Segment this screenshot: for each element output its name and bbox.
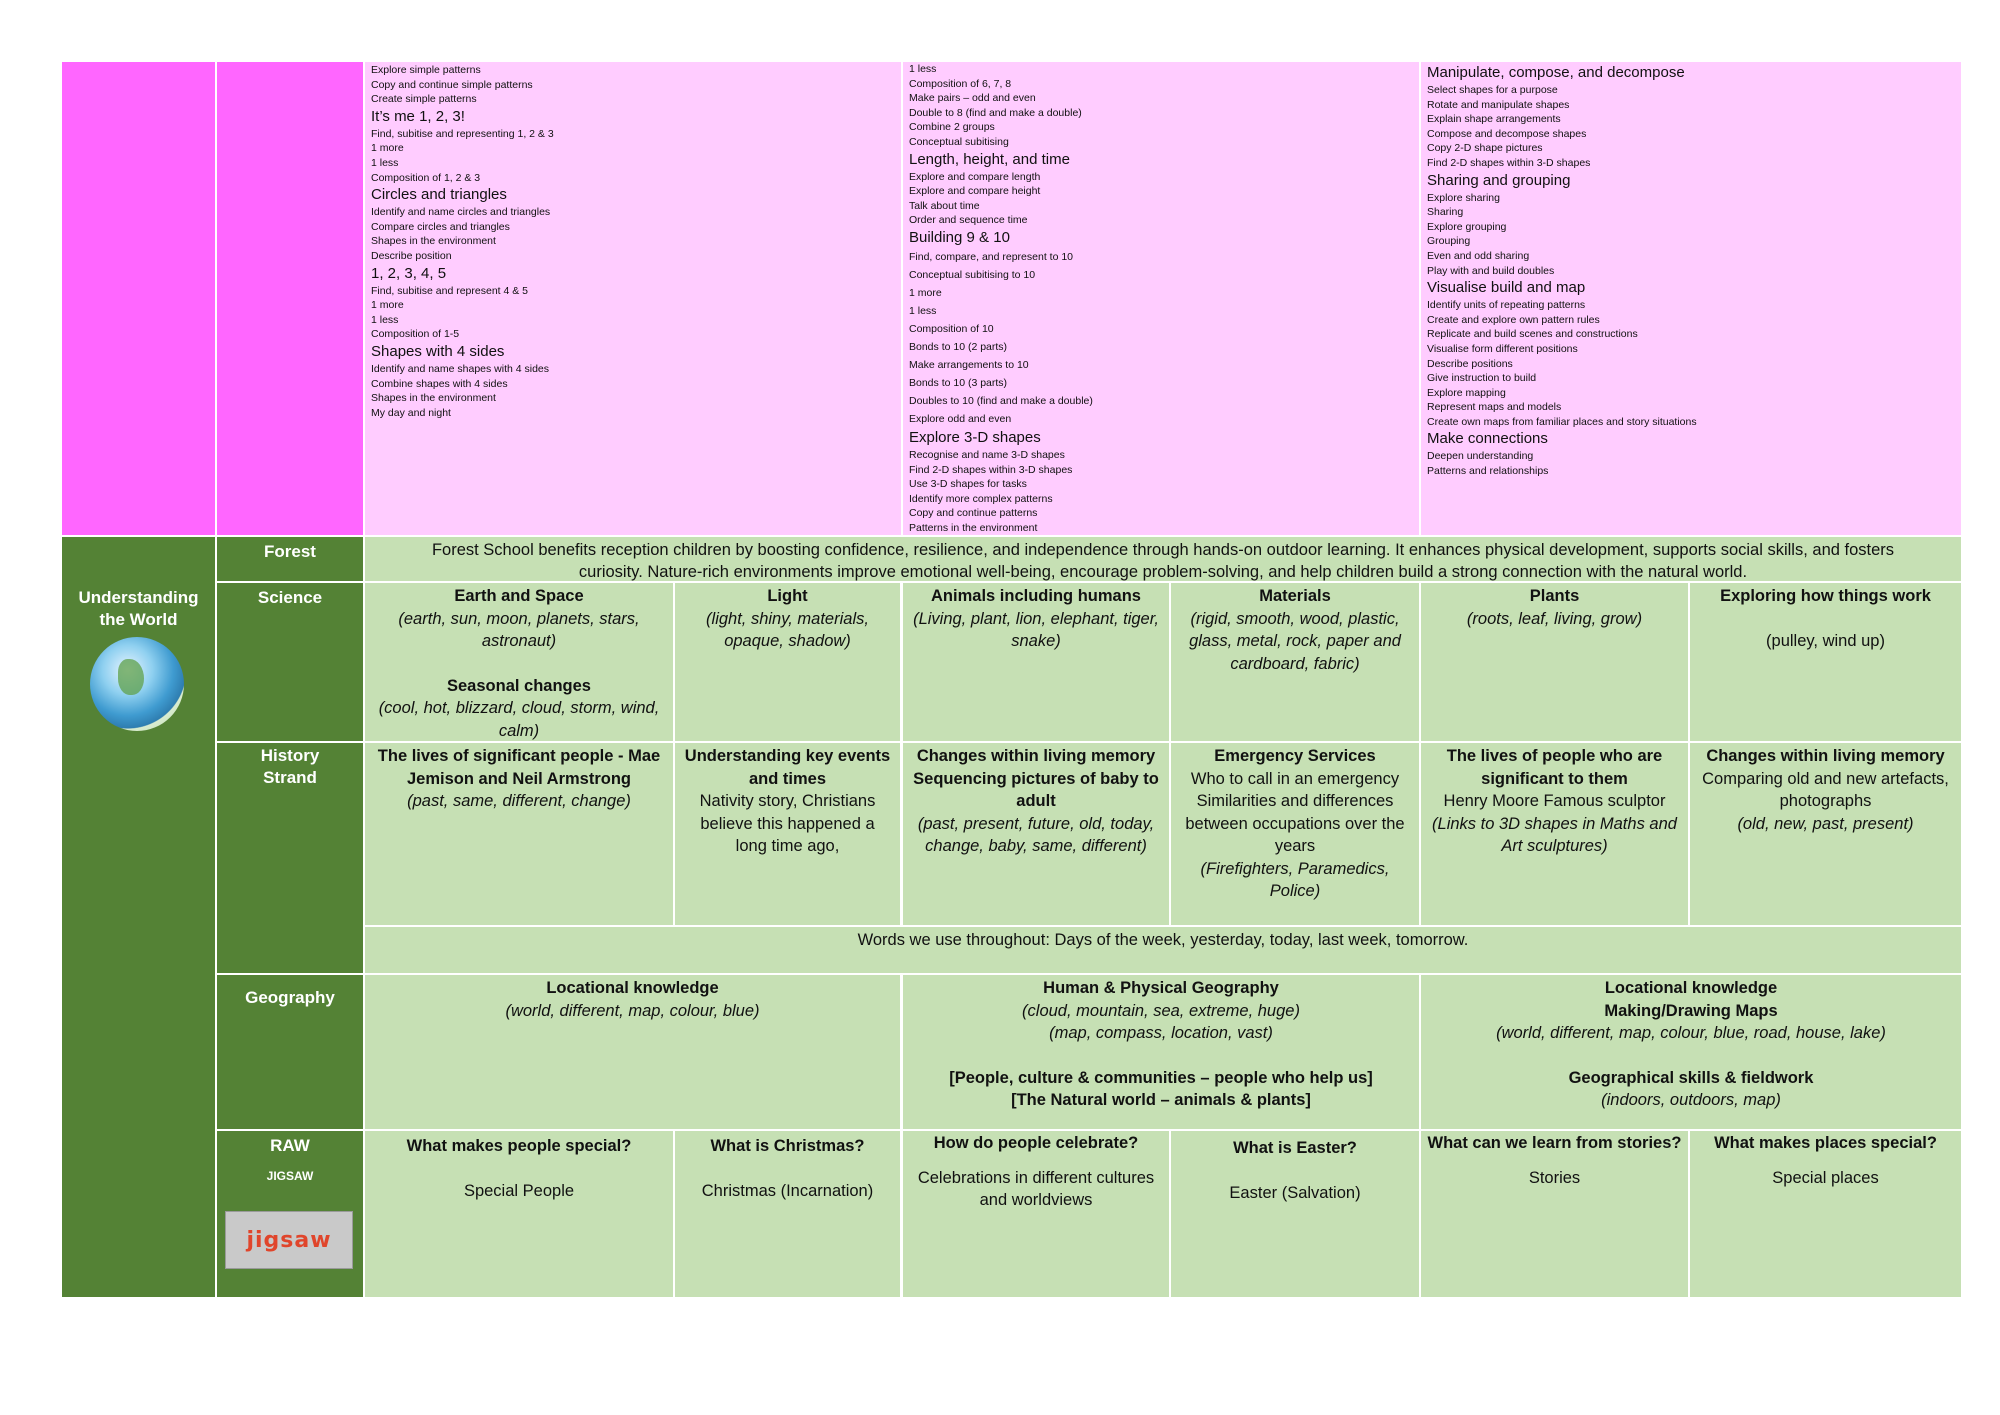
geography-topic-title-2: Making/Drawing Maps (1604, 1001, 1778, 1020)
uw-area-cell (62, 537, 215, 1297)
science-topic-title: Plants (1529, 587, 1580, 605)
maths-objective-item: Use 3-D shapes for tasks (909, 478, 1027, 491)
maths-objective-item: Shapes in the environment (371, 235, 496, 248)
maths-objective-item: Identify more complex patterns (909, 492, 1053, 505)
history-topic-text: Who to call in an emergency Similarities and differences between occupations over the years (1185, 769, 1405, 855)
science-label: Science (257, 588, 323, 607)
history-cell-6 (1690, 743, 1961, 925)
raw-answer: Special places (1772, 1168, 1879, 1187)
globe-icon (90, 637, 184, 731)
history-topic-text: Comparing old and new artefacts, photographs (1702, 769, 1949, 810)
maths-objective-item: Bonds to 10 (3 parts) (909, 376, 1008, 389)
maths-objective-item: Make arrangements to 10 (909, 358, 1029, 371)
maths-objective-item: Grouping (1427, 235, 1471, 248)
raw-cell-4 (1171, 1131, 1419, 1297)
maths-objective-item: Copy and continue patterns (909, 507, 1038, 520)
maths-objective-item: Combine 2 groups (909, 121, 995, 134)
maths-spring-list (909, 62, 1093, 536)
history-topic-text: Henry Moore Famous sculptor (1443, 792, 1666, 810)
history-cell-4 (1171, 743, 1419, 925)
maths-objective-item: Play with and build doubles (1427, 264, 1555, 277)
science-topic-vocab: (Living, plant, lion, elephant, tiger, snake) (913, 609, 1159, 650)
maths-unit-heading: It’s me 1, 2, 3! (371, 107, 465, 125)
jigsaw-logo-icon: jigsaw (225, 1211, 353, 1269)
maths-objective-item: Select shapes for a purpose (1427, 84, 1558, 96)
geography-cell-2 (903, 975, 1419, 1129)
history-topic-title: The lives of people who are significant to them (1446, 747, 1663, 788)
history-topic-vocab: (Links to 3D shapes in Maths and Art sculptures) (1432, 814, 1677, 855)
maths-objective-item: Recognise and name 3-D shapes (909, 448, 1065, 461)
maths-objective-item: Visualise form different positions (1427, 342, 1578, 355)
maths-objective-item: Doubles to 10 (find and make a double) (909, 394, 1093, 407)
science-cell-6 (1690, 583, 1961, 741)
maths-objective-item: Make pairs – odd and even (909, 92, 1036, 105)
maths-objective-item: Compare circles and triangles (371, 220, 510, 233)
maths-unit-heading: Visualise build and map (1427, 279, 1586, 297)
forest-label: Forest (264, 542, 316, 561)
science-cell-2 (675, 583, 900, 741)
maths-objective-item: Patterns and relationships (1427, 465, 1549, 478)
maths-autumn-cell (365, 62, 901, 535)
raw-label: RAW (270, 1136, 310, 1155)
maths-objective-item: Identify units of repeating patterns (1427, 299, 1586, 312)
maths-unit-heading: Length, height, and time (909, 150, 1070, 168)
raw-label-cell (217, 1131, 363, 1297)
maths-objective-item: Explore and compare height (909, 185, 1041, 198)
history-cell-5 (1421, 743, 1688, 925)
science-topic-vocab: (pulley, wind up) (1766, 631, 1885, 650)
raw-question: What can we learn from stories? (1427, 1134, 1682, 1152)
science-topic-vocab: (rigid, smooth, wood, plastic, glass, metal, rock, paper and cardboard, fabric) (1189, 609, 1401, 673)
maths-objective-item: Replicate and build scenes and constructions (1427, 328, 1638, 341)
raw-question: What makes places special? (1714, 1134, 1937, 1152)
raw-cell-2 (675, 1131, 900, 1297)
raw-cell-5 (1421, 1131, 1688, 1297)
raw-cell-1 (365, 1131, 673, 1297)
geography-topic-vocab: (world, different, map, colour, blue) (505, 1001, 760, 1020)
science-topic-title: Light (767, 587, 808, 605)
maths-objective-item: Rotate and manipulate shapes (1427, 98, 1570, 111)
maths-objective-item: Copy and continue simple patterns (371, 78, 533, 91)
history-cell-1 (365, 743, 673, 925)
maths-objective-item: Copy 2-D shape pictures (1427, 142, 1543, 155)
history-topic-vocab: (past, present, future, old, today, change, baby, same, different) (917, 814, 1155, 855)
maths-objective-item: Explain shape arrangements (1427, 113, 1561, 126)
maths-objective-item: 1 more (371, 299, 404, 312)
forest-label-cell (217, 537, 363, 581)
raw-answer: Stories (1528, 1168, 1581, 1187)
science-label-cell (217, 583, 363, 741)
science-topic-title: Exploring how things work (1720, 587, 1931, 605)
science-topic-title-2: Seasonal changes (447, 676, 591, 695)
history-label: History Strand (260, 746, 320, 787)
maths-objective-item: 1 less (371, 156, 399, 169)
forest-text: Forest School benefits reception children by boosting confidence, resilience, and independence through hands-on outdoor learning. It enhances physical development, supports social skills, and fosters curiosity. Nature-rich environments improve emotional well-being, encourage problem-solving, and help children build a strong connection with the natural world. (431, 541, 1895, 581)
maths-objective-item: Represent maps and models (1427, 401, 1562, 414)
maths-objective-item: 1 less (909, 304, 937, 317)
maths-unit-heading: Shapes with 4 sides (371, 342, 505, 360)
maths-objective-item: Deepen understanding (1427, 450, 1534, 463)
maths-unit-heading: Explore 3-D shapes (909, 428, 1041, 446)
maths-objective-item: Composition of 1-5 (371, 328, 460, 341)
geography-topic-title: Locational knowledge (1604, 979, 1778, 997)
maths-objective-item: Talk about time (909, 199, 980, 212)
maths-objective-item: 1 less (371, 313, 399, 326)
maths-objective-item: Composition of 6, 7, 8 (909, 77, 1012, 90)
history-label-cell (217, 743, 363, 973)
history-topic-title: Changes within living memory Sequencing pictures of baby to adult (913, 747, 1159, 810)
maths-objective-item: 1 more (371, 142, 404, 155)
maths-objective-item: Find, compare, and represent to 10 (909, 250, 1074, 263)
maths-objective-item: Conceptual subitising (909, 135, 1009, 148)
maths-objective-item: Explore and compare length (909, 170, 1041, 183)
maths-unit-heading: Building 9 & 10 (909, 228, 1010, 246)
maths-objective-item: Order and sequence time (909, 214, 1028, 227)
raw-answer: Easter (Salvation) (1229, 1183, 1361, 1202)
raw-answer: Christmas (Incarnation) (701, 1181, 874, 1200)
maths-objective-item: Find, subitise and representing 1, 2 & 3 (371, 127, 554, 140)
science-topic-title: Animals including humans (931, 587, 1141, 605)
maths-summer-cell (1421, 62, 1961, 535)
maths-objective-item: Bonds to 10 (2 parts) (909, 340, 1008, 353)
history-words-cell (365, 927, 1961, 973)
history-topic-vocab: (past, same, different, change) (407, 792, 631, 810)
maths-spring-cell (903, 62, 1419, 535)
maths-unit-heading: Sharing and grouping (1427, 171, 1571, 189)
maths-objective-item: Identify and name circles and triangles (371, 206, 551, 219)
history-topic-title: Understanding key events and times (684, 747, 891, 788)
science-topic-vocab: (light, shiny, materials, opaque, shadow) (706, 609, 869, 650)
science-cell-3 (903, 583, 1169, 741)
science-topic-vocab: (earth, sun, moon, planets, stars, astronaut) (398, 609, 640, 650)
maths-objective-item: Explore odd and even (909, 412, 1012, 425)
maths-objective-item: 1 less (909, 63, 937, 75)
raw-answer: Special People (463, 1181, 575, 1200)
maths-unit-heading: Make connections (1427, 430, 1548, 448)
geography-topic-title: Human & Physical Geography (1043, 979, 1279, 997)
geography-label-cell (217, 975, 363, 1129)
maths-unit-heading: 1, 2, 3, 4, 5 (371, 264, 447, 282)
geography-topic-vocab: (world, different, map, colour, blue, road, house, lake) (1496, 1024, 1886, 1042)
maths-objective-item: Identify and name shapes with 4 sides (371, 362, 550, 375)
maths-strand-cell (217, 62, 363, 535)
geography-topic-vocab-3: (indoors, outdoors, map) (1601, 1091, 1781, 1109)
raw-question: What is Christmas? (710, 1137, 865, 1155)
raw-cell-6 (1690, 1131, 1961, 1297)
maths-objective-item: Shapes in the environment (371, 392, 496, 405)
maths-objective-item: Double to 8 (find and make a double) (909, 106, 1082, 119)
science-topic-title: Earth and Space (454, 587, 584, 605)
maths-objective-item: Give instruction to build (1427, 372, 1537, 385)
history-topic-title: The lives of significant people - Mae Jemison and Neil Armstrong (377, 747, 661, 788)
maths-objective-item: Describe position (371, 249, 452, 262)
maths-objective-item: My day and night (371, 406, 451, 419)
maths-objective-item: Composition of 10 (909, 322, 994, 335)
science-cell-4 (1171, 583, 1419, 741)
maths-objective-item: Even and odd sharing (1427, 249, 1530, 262)
history-topic-vocab: (Firefighters, Paramedics, Police) (1200, 859, 1390, 900)
maths-objective-item: Compose and decompose shapes (1427, 127, 1587, 140)
maths-objective-item: Find 2-D shapes within 3-D shapes (1427, 156, 1591, 169)
geography-topic-vocab-2: (map, compass, location, vast) (1049, 1024, 1273, 1042)
history-cell-3 (903, 743, 1169, 925)
maths-objective-item: Find, subitise and represent 4 & 5 (371, 284, 529, 297)
maths-autumn-list (371, 63, 554, 420)
raw-question: What is Easter? (1233, 1139, 1357, 1157)
maths-unit-heading: Manipulate, compose, and decompose (1427, 64, 1685, 81)
geography-topic-title: Locational knowledge (546, 979, 719, 997)
raw-cell-3 (903, 1131, 1169, 1297)
jigsaw-label: JIGSAW (266, 1169, 314, 1183)
maths-objective-item: Sharing (1427, 206, 1464, 219)
maths-objective-item: Create own maps from familiar places and story situations (1427, 415, 1697, 428)
raw-question: How do people celebrate? (933, 1134, 1139, 1152)
maths-area-cell (62, 62, 215, 535)
science-topic-title: Materials (1259, 587, 1331, 605)
science-topic-vocab-2: (cool, hot, blizzard, cloud, storm, wind, calm) (378, 699, 660, 740)
maths-objective-item: Patterns in the environment (909, 521, 1038, 534)
geography-topic-vocab: (cloud, mountain, sea, extreme, huge) (1022, 1001, 1300, 1020)
geography-label: Geography (245, 988, 335, 1007)
geography-cell-1 (365, 975, 900, 1129)
science-topic-vocab: (roots, leaf, living, grow) (1466, 609, 1643, 628)
science-cell-5 (1421, 583, 1688, 741)
maths-objective-item: Create and explore own pattern rules (1427, 313, 1600, 326)
maths-objective-item: Composition of 1, 2 & 3 (371, 171, 481, 184)
history-topic-vocab: (old, new, past, present) (1737, 814, 1914, 833)
geography-topic-title-3: Geographical skills & fieldwork (1568, 1068, 1814, 1087)
maths-objective-item: Explore mapping (1427, 386, 1506, 399)
maths-objective-item: Explore grouping (1427, 220, 1507, 233)
forest-cell (365, 537, 1961, 581)
geography-theme-2: [The Natural world – animals & plants] (1011, 1091, 1311, 1109)
history-cell-2 (675, 743, 900, 925)
science-cell-1 (365, 583, 673, 741)
geography-theme-1: [People, culture & communities – people who help us] (949, 1068, 1373, 1087)
maths-summer-list (1427, 63, 1697, 479)
history-topic-title: Emergency Services (1214, 747, 1376, 765)
maths-objective-item: Explore sharing (1427, 191, 1500, 204)
history-topic-title: Changes within living memory (1706, 747, 1945, 765)
maths-objective-item: Combine shapes with 4 sides (371, 377, 508, 390)
raw-question: What makes people special? (406, 1137, 632, 1155)
maths-objective-item: Create simple patterns (371, 93, 477, 106)
uw-area-label: Understanding the World (78, 588, 199, 629)
history-words-text: Words we use throughout: Days of the week, yesterday, today, last week, tomorrow. (857, 931, 1469, 949)
maths-objective-item: Find 2-D shapes within 3-D shapes (909, 463, 1073, 476)
maths-objective-item: Describe positions (1427, 357, 1513, 370)
maths-objective-item: 1 more (909, 286, 942, 299)
geography-cell-3 (1421, 975, 1961, 1129)
history-topic-text: Nativity story, Christians believe this happened a long time ago, (699, 792, 876, 855)
maths-objective-item: Explore simple patterns (371, 64, 481, 76)
raw-answer: Celebrations in different cultures and worldviews (917, 1168, 1155, 1209)
maths-objective-item: Conceptual subitising to 10 (909, 268, 1036, 281)
maths-unit-heading: Circles and triangles (371, 186, 507, 204)
